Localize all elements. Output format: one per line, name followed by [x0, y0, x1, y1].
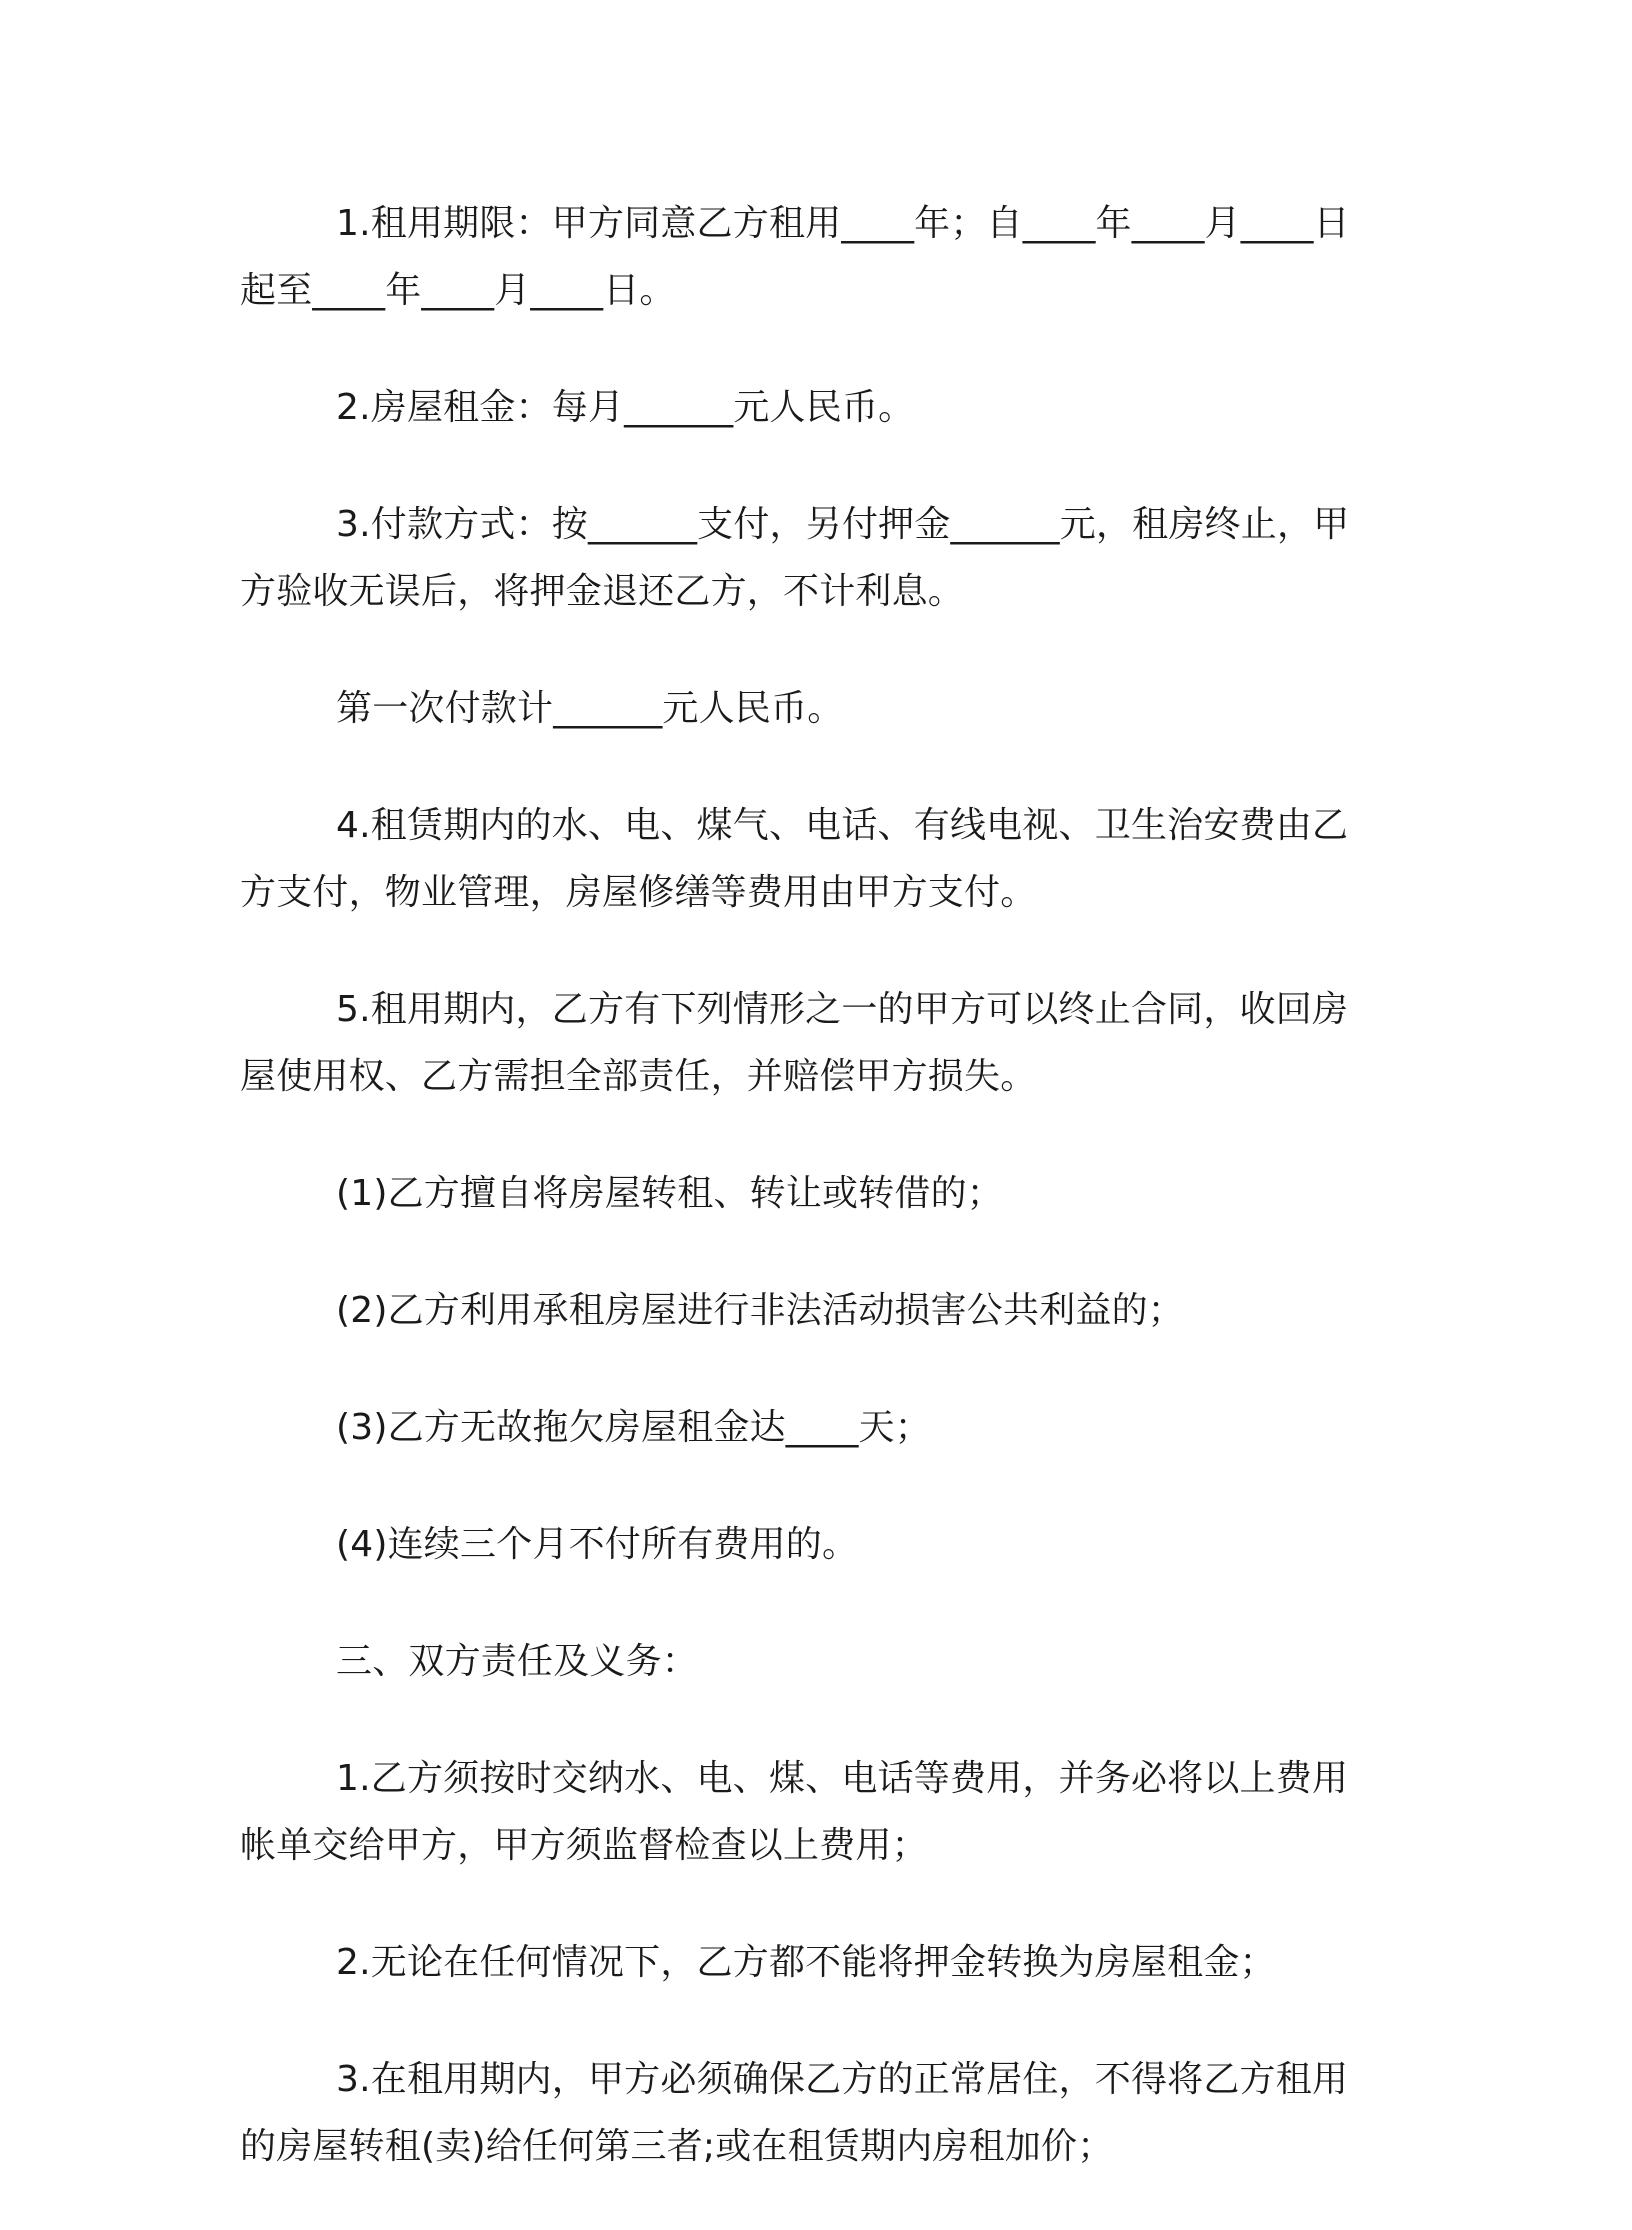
obligation-item-1: 1.乙方须按时交纳水、电、煤、电话等费用，并务必将以上费用帐单交给甲方，甲方须监督检查以上费用；: [240, 1758, 1349, 1866]
clause-termination: 5.租用期内，乙方有下列情形之一的甲方可以终止合同，收回房屋使用权、乙方需担全部责任，并赔偿甲方损失。: [240, 989, 1349, 1097]
clause-rent: 2.房屋租金：每月______元人民币。: [336, 387, 915, 428]
termination-item-3: (3)乙方无故拖欠房屋租金达____天；: [336, 1407, 931, 1448]
document-page: [240, 190, 1370, 2230]
clause-term: 1.租用期限：甲方同意乙方租用____年；自____年____月____日起至____年____月____日。: [240, 203, 1350, 311]
termination-item-1: (1)乙方擅自将房屋转租、转让或转借的；: [336, 1173, 1003, 1214]
obligation-item-3: 3.在租用期内，甲方必须确保乙方的正常居住，不得将乙方租用的房屋转租(卖)给任何第三者;或在租赁期内房租加价；: [240, 2059, 1349, 2167]
section-heading-obligations: 三、双方责任及义务：: [336, 1641, 699, 1682]
termination-item-2: (2)乙方利用承租房屋进行非法活动损害公共利益的；: [336, 1290, 1184, 1331]
clause-payment-method: 3.付款方式：按______支付，另付押金______元，租房终止，甲方验收无误后，将押金退还乙方，不计利息。: [240, 504, 1350, 612]
obligation-item-2: 2.无论在任何情况下，乙方都不能将押金转换为房屋租金；: [336, 1942, 1276, 1983]
clause-utilities: 4.租赁期内的水、电、煤气、电话、有线电视、卫生治安费由乙方支付，物业管理，房屋修缮等费用由甲方支付。: [240, 805, 1349, 913]
termination-item-4: (4)连续三个月不付所有费用的。: [336, 1524, 859, 1565]
clause-first-payment: 第一次付款计______元人民币。: [336, 688, 844, 729]
